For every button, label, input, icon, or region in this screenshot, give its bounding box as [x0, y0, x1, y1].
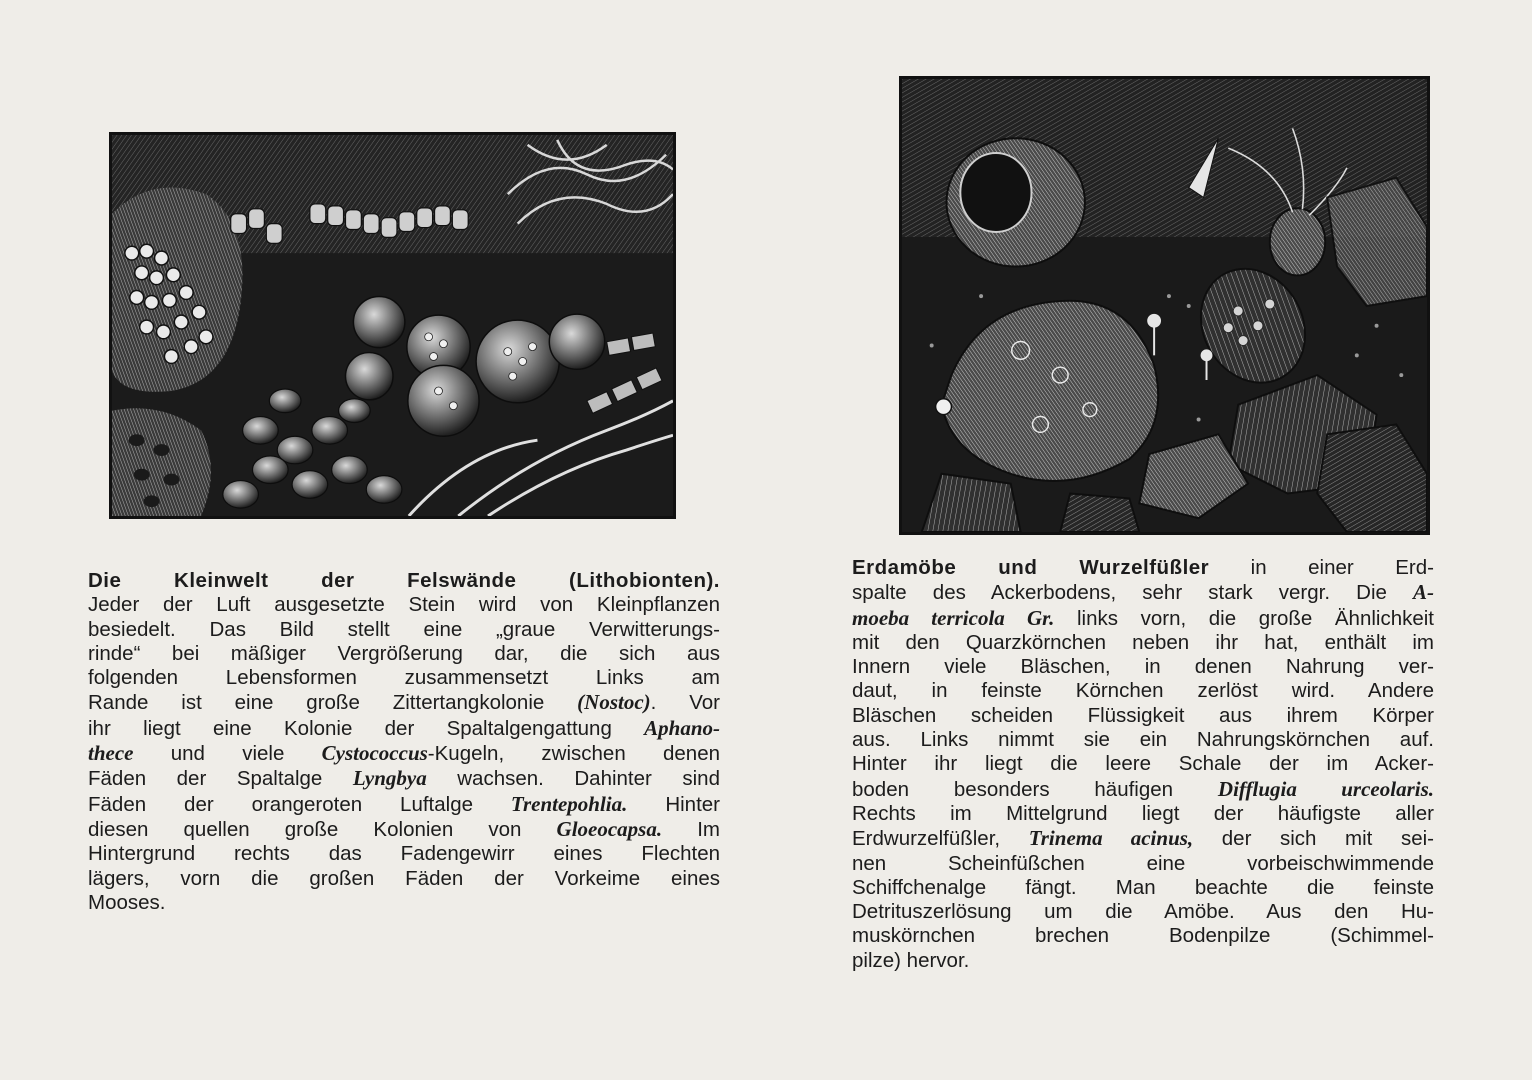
- caption-line: Rechts im Mittelgrund liegt der häufigste aller: [852, 801, 1434, 825]
- caption-line: Erdwurzelfüßler, Trinema acinus, der sich mit sei-: [852, 826, 1434, 851]
- caption-line: Erdamöbe und Wurzelfüßler in einer Erd-: [852, 556, 1434, 579]
- caption-line: diesen quellen große Kolonien von Gloeocapsa. Im: [88, 816, 721, 841]
- caption-line: nen Scheinfüßchen eine vorbeischwimmende: [852, 851, 1434, 875]
- caption-line: Innern viele Bläschen, in denen Nahrung ver-: [852, 655, 1434, 679]
- caption-title: Die Kleinwelt der Felswände (Lithobionten).: [88, 569, 720, 592]
- engraving-erdamoebe: [902, 79, 1427, 532]
- caption-lithobionten: [88, 569, 720, 915]
- illustration-erdamoebe: [899, 76, 1430, 535]
- caption-line: rinde“ bei mäßiger Vergrößerung dar, die sich aus: [88, 641, 720, 665]
- engraving-lithobionten: [112, 135, 673, 516]
- caption-line: spalte des Ackerbodens, sehr stark vergr. Die A-: [852, 580, 1434, 605]
- caption-line: Rande ist eine große Zittertangkolonie (Nostoc). Vor: [88, 690, 720, 715]
- caption-line: moeba terricola Gr. links vorn, die große Ähnlichkeit: [852, 605, 1435, 630]
- caption-line: daut, in feinste Körnchen zerlöst wird. Andere: [852, 679, 1434, 703]
- caption-line: boden besonders häufigen Difflugia urceolaris.: [852, 776, 1435, 801]
- caption-line: Fäden der orangeroten Luftalge Trentepohlia. Hinter: [88, 791, 721, 816]
- caption-line: Jeder der Luft ausgesetzte Stein wird von Kleinpflanzen: [88, 593, 720, 617]
- caption-erdamoebe: [852, 556, 1434, 973]
- caption-line: Detrituszerlösung um die Amöbe. Aus den Hu-: [852, 900, 1434, 924]
- caption-line: muskörnchen brechen Bodenpilze (Schimmel-: [852, 924, 1434, 948]
- caption-line: Bläschen scheiden Flüssigkeit aus ihrem Körper: [852, 703, 1434, 727]
- illustration-lithobionten: [109, 132, 676, 519]
- caption-line: Fäden der Spaltalge Lyngbya wachsen. Dahinter sind: [88, 766, 720, 791]
- caption-line: thece und viele Cystococcus-Kugeln, zwischen denen: [88, 741, 720, 766]
- caption-title: Erdamöbe und Wurzelfüßler: [852, 556, 1210, 579]
- caption-line: aus. Links nimmt sie ein Nahrungskörnchen auf.: [852, 728, 1434, 752]
- caption-line: lägers, vorn die großen Fäden der Vorkeime eines: [88, 866, 720, 890]
- caption-line: Hintergrund rechts das Fadengewirr eines Flechten: [88, 842, 720, 866]
- caption-line: mit den Quarzkörnchen neben ihr hat, enthält im: [852, 630, 1434, 654]
- caption-line: Mooses.: [88, 890, 166, 914]
- caption-line: besiedelt. Das Bild stellt eine „graue Verwitterungs-: [88, 617, 720, 641]
- caption-line: Hinter ihr liegt die leere Schale der im Acker-: [852, 752, 1434, 776]
- caption-line: Schiffchenalge fängt. Man beachte die feinste: [852, 875, 1434, 899]
- caption-line: ihr liegt eine Kolonie der Spaltalgengattung Aphano-: [88, 715, 720, 740]
- caption-line: pilze) hervor.: [852, 948, 970, 972]
- caption-line: folgenden Lebensformen zusammensetzt Links am: [88, 666, 720, 690]
